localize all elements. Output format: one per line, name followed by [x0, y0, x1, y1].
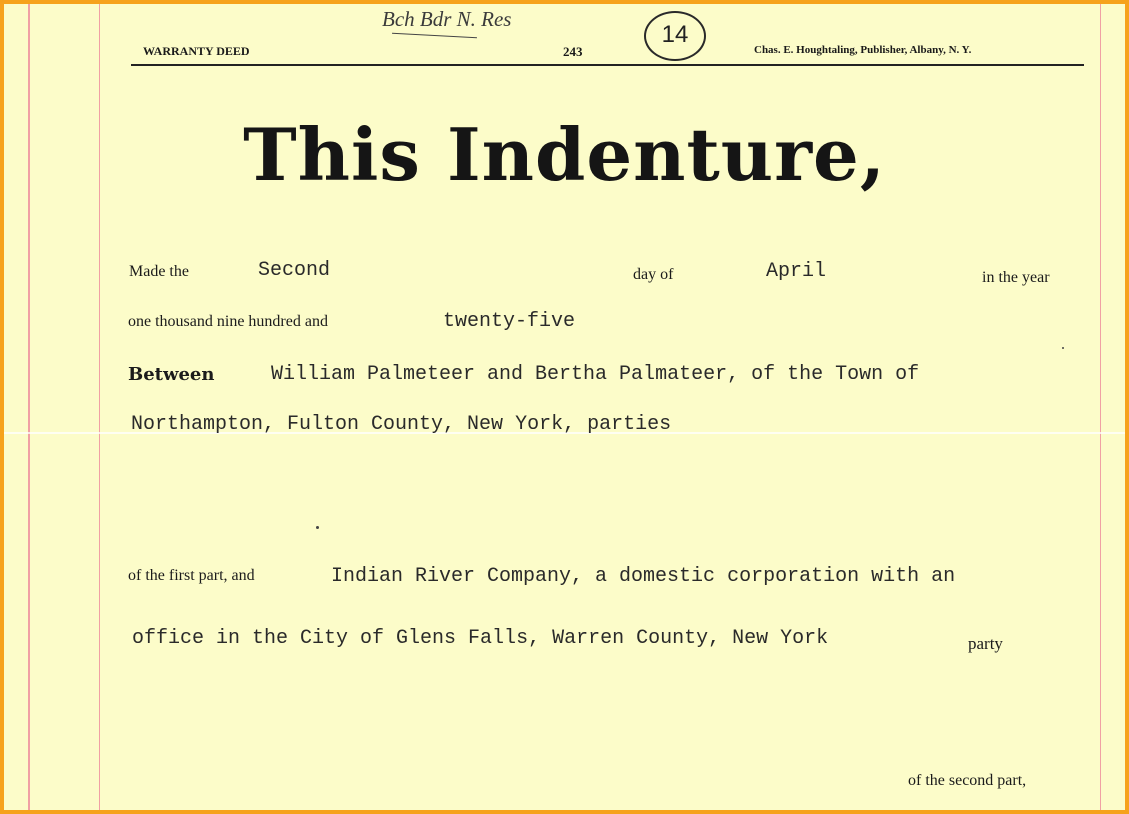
year-value: twenty-five — [443, 310, 576, 333]
day-value: Second — [258, 259, 331, 282]
ink-speck — [1062, 347, 1064, 349]
second-party-line2: office in the City of Glens Falls, Warren County, New York — [132, 627, 829, 650]
header-page-number: 243 — [563, 44, 583, 59]
pencil-note: Bch Bdr N. Res — [382, 7, 512, 31]
ink-speck — [316, 526, 319, 529]
party-label: party — [968, 634, 1003, 653]
first-party-line2: Northampton, Fulton County, New York, parties — [131, 413, 672, 436]
between-label: Between — [128, 364, 215, 385]
second-part-label: of the second part, — [908, 772, 1027, 789]
circled-number: 14 — [644, 11, 706, 61]
second-party-line1: Indian River Company, a domestic corporation with an — [331, 565, 956, 588]
first-part-label: of the first part, and — [128, 567, 255, 584]
first-party-line1: William Palmeteer and Bertha Palmateer, of the Town of — [271, 363, 920, 386]
year-prefix-label: one thousand nine hundred and — [128, 313, 328, 330]
header-left: WARRANTY DEED — [143, 44, 250, 58]
header-publisher: Chas. E. Houghtaling, Publisher, Albany, N. Y. — [754, 44, 972, 56]
day-of-label: day of — [633, 266, 674, 283]
month-value: April — [766, 260, 827, 283]
in-the-year-label: in the year — [982, 269, 1050, 286]
page-title: This Indenture, — [243, 112, 886, 197]
made-the-label: Made the — [129, 263, 189, 280]
deed-page — [4, 4, 1125, 810]
header-rule — [131, 64, 1084, 66]
